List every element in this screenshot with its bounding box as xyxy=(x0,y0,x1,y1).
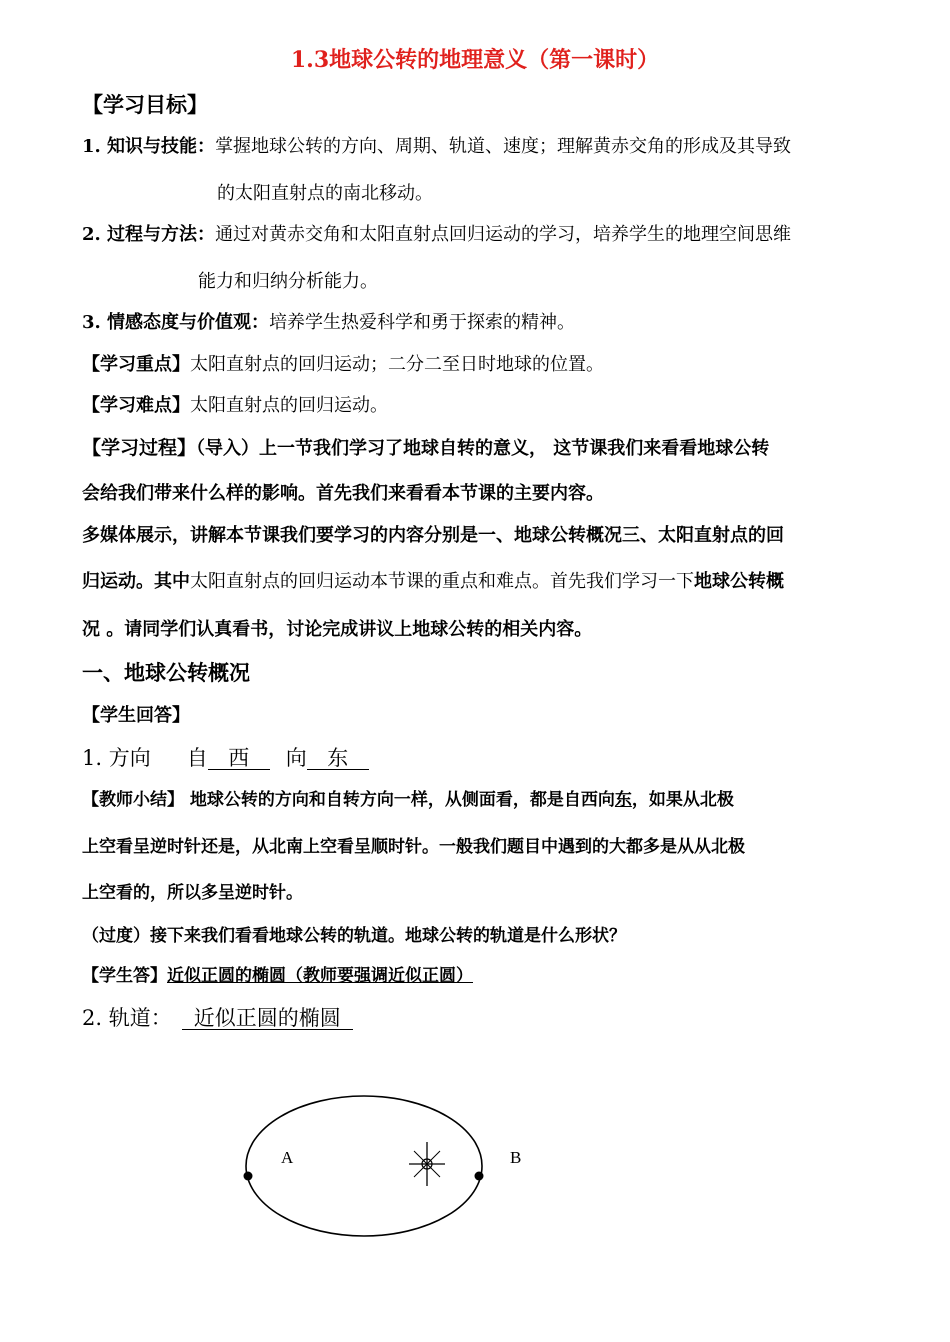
direction-from: 自 xyxy=(186,746,208,770)
process-line-4-b: 太阳直射点的回归运动本节课的重点和难点。首先我们学习一下 xyxy=(190,571,694,592)
summary-line-2: 上空看呈逆时针还是，从北南上空看呈顺时针。一般我们题目中遇到的大都多是从从北极 xyxy=(82,837,745,857)
objective-2-cont: 能力和归纳分析能力。 xyxy=(198,271,378,292)
student-answer-2-text: 近似正圆的椭圆（教师要强调近似正圆） xyxy=(167,966,473,986)
orbit-label: 2. 轨道： xyxy=(82,1006,172,1030)
objective-3-text: 培养学生热爱科学和勇于探索的精神。 xyxy=(269,312,576,333)
difficulties-label: 【学习难点】 xyxy=(82,395,190,416)
summary-text-1c: ，如果从北极 xyxy=(631,790,734,810)
direction-to: 向 xyxy=(285,746,307,770)
summary-text-1b: 东 xyxy=(614,790,632,810)
earth-point-a xyxy=(244,1172,253,1181)
process-line-2: 会给我们带来什么样的影响。首先我们来看看本节课的主要内容。 xyxy=(82,483,604,504)
process-line-5: 况 。请同学们认真看书，讨论完成讲议上地球公转的相关内容。 xyxy=(82,619,593,640)
orbit-value: 近似正圆的椭圆 xyxy=(182,1007,353,1030)
point-b-label: B xyxy=(510,1148,522,1167)
difficulties-text: 太阳直射点的回归运动。 xyxy=(190,395,388,416)
summary-label: 【教师小结】 xyxy=(82,790,184,810)
objective-2-label: 2. 过程与方法： xyxy=(82,224,216,245)
direction-from-value: 西 xyxy=(208,747,270,770)
summary-text-1a: 地球公转的方向和自转方向一样，从侧面看，都是自西向 xyxy=(184,790,615,810)
process-text-1: （导入）上一节我们学习了地球自转的意义， 这节课我们来看看地球公转 xyxy=(196,438,770,459)
objective-2-text: 通过对黄赤交角和太阳直射点回归运动的学习，培养学生的地理空间思维 xyxy=(215,224,792,245)
page-title: 1.3地球公转的地理意义（第一课时） xyxy=(290,47,660,73)
process-line-3: 多媒体展示，讲解本节课我们要学习的内容分别是一、地球公转概况三、太阳直射点的回 xyxy=(82,525,784,546)
sun-icon xyxy=(409,1142,445,1186)
objective-1-label: 1. 知识与技能： xyxy=(82,136,216,157)
objective-1-cont: 的太阳直射点的南北移动。 xyxy=(217,183,433,204)
objective-3-label: 3. 情感态度与价值观： xyxy=(82,312,270,333)
direction-label: 1. 方向 xyxy=(82,746,151,770)
key-points-text: 太阳直射点的回归运动；二分二至日时地球的位置。 xyxy=(190,354,604,375)
direction-to-value: 东 xyxy=(307,747,369,770)
key-points-label: 【学习重点】 xyxy=(82,354,190,375)
earth-point-b xyxy=(475,1172,484,1181)
transition-line: （过度）接下来我们看看地球公转的轨道。地球公转的轨道是什么形状？ xyxy=(82,926,626,946)
objective-1-text: 掌握地球公转的方向、周期、轨道、速度；理解黄赤交角的形成及其导致 xyxy=(215,136,792,157)
process-line-4-c: 地球公转概 xyxy=(694,571,784,592)
student-answer-label: 【学生回答】 xyxy=(82,705,190,726)
process-label: 【学习过程】 xyxy=(82,437,197,459)
point-a-label: A xyxy=(281,1148,294,1167)
objectives-heading: 【学习目标】 xyxy=(82,92,208,117)
student-answer-2-label: 【学生答】 xyxy=(82,966,167,986)
summary-line-3: 上空看的，所以多呈逆时针。 xyxy=(82,883,303,903)
section-1-heading: 一、地球公转概况 xyxy=(82,660,250,685)
process-line-4-a: 归运动。其中 xyxy=(82,571,190,592)
